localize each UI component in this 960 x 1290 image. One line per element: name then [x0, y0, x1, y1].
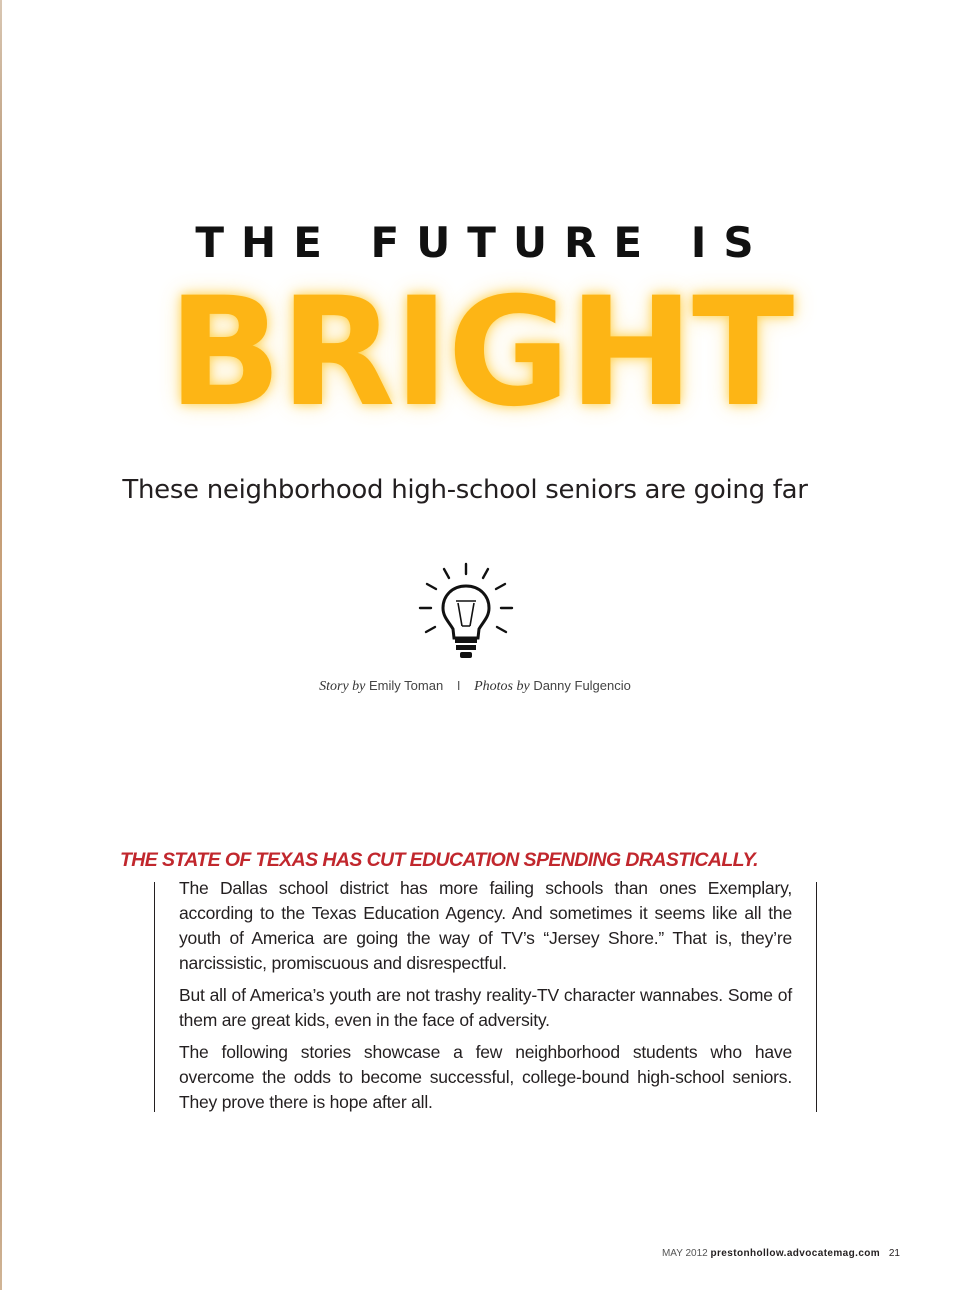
lightbulb-icon	[414, 560, 518, 664]
byline	[0, 676, 950, 697]
photos-label: Photos by	[474, 679, 530, 694]
article-paragraph: The following stories showcase a few neighborhood students who have overcome the odds to become successful, college-bound high-school seniors. They prove there is hope after all.	[179, 1042, 792, 1112]
story-label: Story by	[319, 679, 366, 694]
title-kicker: THE FUTURE IS	[195, 218, 771, 267]
photos-author: Danny Fulgencio	[533, 678, 631, 693]
right-column-rule	[816, 882, 817, 1112]
article-lead-in: THE STATE OF TEXAS HAS CUT EDUCATION SPENDING DRASTICALLY.	[120, 849, 758, 871]
footer-site: prestonhollow.advocatemag.com	[710, 1248, 881, 1259]
left-column-rule	[154, 882, 155, 1112]
subtitle-dek: These neighborhood high-school seniors are going far	[122, 475, 808, 505]
article-paragraph: The Dallas school district has more failing schools than ones Exemplary, according to the Texas Education Agency. And sometimes it seems like all the youth of America are going the way of TV’s “Jersey Shore.” That is, they’re narcissistic, promiscuous and disrespectful.	[179, 878, 792, 973]
page-footer	[662, 1246, 900, 1262]
story-author: Emily Toman	[369, 678, 444, 693]
article-paragraph: But all of America’s youth are not trashy reality-TV character wannabes. Some of them are great kids, even in the face of adversity.	[179, 985, 792, 1030]
title-headline: BRIGHT	[167, 266, 793, 440]
byline-separator: I	[456, 678, 461, 693]
page-number: 21	[888, 1248, 900, 1259]
article-body	[179, 876, 792, 1122]
page-edge-strip	[0, 0, 2, 1290]
footer-date: MAY 2012	[661, 1248, 708, 1259]
